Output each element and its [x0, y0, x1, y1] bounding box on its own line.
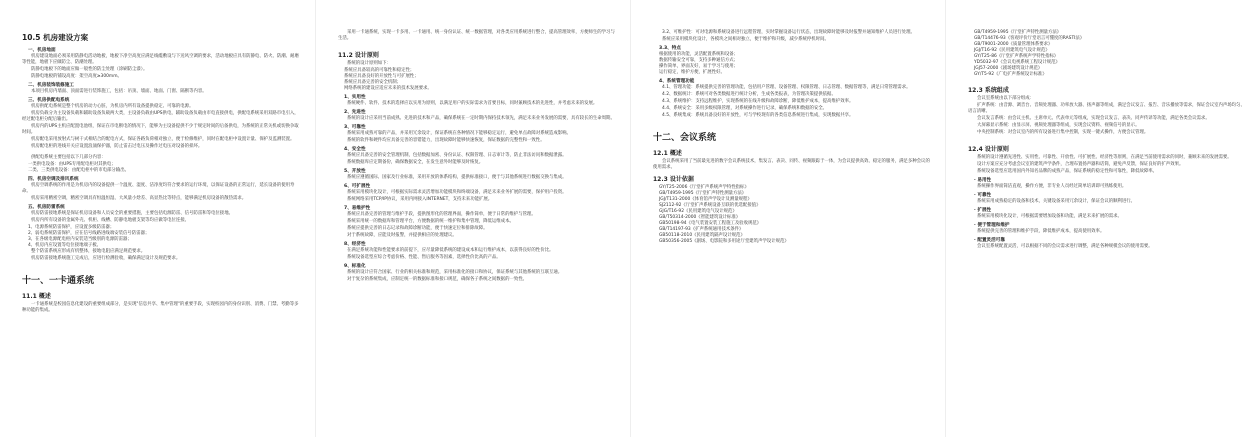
paragraph: 扩声系统：由音源、调音台、音频处理器、功率放大器、扬声器等组成，满足会议发言、报告、音乐播放等需求，保证会议室内声场均匀、语言清晰。 [968, 103, 1245, 114]
paragraph: 系统的软件和硬件均应具备完善的容错能力，出现故障时能够快速恢复，保证数据的完整性和一致性。 [347, 138, 545, 143]
paragraph: 系统硬件、软件、技术的选择应以实用为原则，以满足用户的实际需求为首要目标，同时兼顾技术的先进性，并考虑未来的发展。 [347, 101, 598, 106]
paragraph: 防静电地板下的地面应做一般性的防尘处理（涂刷防尘漆）。 [31, 67, 148, 72]
document-page-3 [630, 0, 945, 437]
spacer [968, 78, 1246, 82]
paragraph: 3.2、可维护性：可对电源和系统设备进行远程管理，实时掌握设备运行状态，出现故障时能够及时报警并通知维护人员进行处理。 [662, 30, 915, 35]
paragraph: 4.4、系统安全：采用多级权限管理，对系统操作进行记录，确保系统和数据的安全。 [662, 106, 828, 111]
paragraph: 防静电地板的铺设高度：架空高度≥300mm。 [31, 74, 122, 79]
item-heading: 4、系统管理功能 [659, 79, 695, 84]
paragraph: 机房空调系统的作用是为机房内的设备提供一个温度、湿度、洁净度均符合要求的运行环境，以保证设备的正常运行，延长设备的使用寿命。 [22, 183, 295, 194]
subsection-heading: 12.1 概述 [653, 150, 682, 157]
subsection-heading: 11.1 概述 [22, 293, 51, 300]
section-heading: 10.5 机房建设方案 [22, 33, 89, 42]
list-item: GB/T50314-2000《智能建筑设计标准》 [659, 215, 741, 220]
paragraph: 系统的设计遵循先进性、实用性、可靠性、开放性、可扩展性、经济性等原则，在满足当前使用需求的同时，兼顾未来的发展需要。 [977, 155, 1232, 160]
paragraph: 系统的设计原则如下： [347, 61, 391, 66]
paragraph: 系统采用成熟稳定的设备和技术，关键设备采用冗余设计，保证会议的顺利进行。 [977, 199, 1136, 204]
item-heading: 7、易维护性 [344, 206, 371, 211]
list-item: 网络系统的建设应适应未来的技术发展要求。 [344, 86, 432, 91]
document-page-2 [315, 0, 630, 437]
paragraph: 系统应具备完善的管理与维护手段，提供图形化的管理界面，操作简单，便于日常的维护与管理。 [347, 212, 536, 217]
paragraph: 系统设备选型应综合考虑价格、性能、售后服务等因素，选择性价比高的产品。 [347, 255, 501, 260]
item-heading: 二、机房装饰装修施工 [28, 83, 74, 88]
list-item: JGJ/T131-2000《体育馆声学设计及测量规程》 [659, 197, 752, 202]
list-item: GJG/T16-92《民用建筑电气设计规范》 [659, 209, 737, 214]
paragraph: 设计方案应充分考虑会议室的建筑声学条件，合理布置扬声器和话筒，避免声反馈，保证良好的扩声效果。 [977, 162, 1184, 167]
item-heading: · 便于管理和维护 [974, 223, 1010, 228]
chapter-heading: 十二、会议系统 [653, 133, 717, 143]
list-item: 1、电源系统防雷保护，应设置多级防雷器； [28, 225, 115, 230]
paragraph: 系统操作界面简洁直观，操作方便，非专业人员经过简单培训即可熟练使用。 [977, 184, 1127, 189]
subsection-heading: 11.2 设计原则 [338, 52, 379, 59]
list-item: GB/T14476-93《客观评价厅堂语言可懂度的RASTI法》 [974, 36, 1085, 41]
paragraph: 整个防雷系统应形成有机整体，接地电阻应满足规范要求。 [31, 249, 146, 254]
paragraph: 在满足系统功能和性能要求的前提下，应尽量降低系统的建设成本和运行维护成本，以获得良好的性价比。 [347, 248, 554, 253]
paragraph: 一卡通系统是校园信息化建设的重要组成部分，是实现"信息共享、集中管理"的重要手段，实现校园内的身份识别、消费、门禁、考勤等多种功能的集成。 [22, 302, 299, 313]
list-item: GY/T25-86《厅堂扩声系统声学特性指标》 [974, 54, 1059, 59]
list-item: 运行稳定，维护方便，扩展性好。 [659, 70, 725, 75]
paragraph: 机房防雷接地系统是保证机房设备和人员安全的重要措施，主要包括电源防雷、信号防雷和等电位接地。 [31, 211, 233, 216]
list-item: SJ2112-92《厅堂扩声系统设备互联的优选配接值》 [659, 203, 761, 208]
list-item: GB50198-94《电气装置安装工程施工及验收规范》 [659, 221, 762, 226]
paragraph: 4.2、数据统计：系统可对各类数据进行统计分析，生成各类报表，为管理决策提供依据。 [662, 92, 836, 97]
paragraph: 系统采用模块化设计，可根据实际需求灵活增加功能模块和终端设备，满足未来业务扩展的需要，保护用户投资。 [347, 190, 567, 195]
list-item: 系统应具备较高的可靠性和稳定性； [344, 68, 415, 73]
paragraph: 系统的设计应采用当前成熟、先进的技术和产品，确保系统在一定时期内保持技术领先，满足未来业务发展的需要，具有较长的生命周期。 [347, 116, 615, 121]
paragraph: 机房内所有设备的金属外壳、机柜、线槽、防静电地板支架等均应做等电位连接。 [31, 218, 190, 223]
paragraph: 对于系统故障，应能及时报警，并提供相应的处理建议。 [347, 233, 457, 238]
paragraph: 机房建设地面必须采用防静电活动地板，地板下净空高度应满足线缆敷设与下送风空调的要求，活动地板应具有防静电、防火、防潮、耐磨等性能，地板下应做防尘、防潮处理。 [22, 54, 299, 65]
item-heading: 五、机房防雷系统 [28, 205, 65, 210]
list-item: GB/T9001-2000《质量管理体系要求》 [974, 42, 1053, 47]
list-item: GB50356-2005《剧场、电影院和多用途厅堂建筑声学设计规范》 [659, 239, 789, 244]
paragraph: 系统的设计应符合国家、行业的相关标准和规范，采用标准化的接口和协议，保证系统与其他系统的互联互通。 [347, 270, 563, 275]
item-heading: 5、开放性 [344, 169, 366, 174]
paragraph: 系统应采用模块化设计，各模块之间相对独立，便于维护和升级，减少系统停机时间。 [662, 37, 829, 42]
item-heading: 3.3、特点 [659, 46, 681, 51]
spacer [653, 120, 931, 124]
list-item: 根据使用的功能，灵活配置系统和设备； [659, 52, 739, 57]
list-item: GB50118-2010《民用建筑隔声设计规范》 [659, 233, 745, 238]
paragraph: 系统提供完善的管理和维护手段，降低维护成本，提高使用效率。 [977, 229, 1105, 234]
paragraph: 系统网络采用TCP/IP协议，采用内网接入INTERNET，支持未来功能扩展。 [347, 197, 493, 202]
paragraph: 会议室系统由以下部分组成： [977, 96, 1035, 101]
list-item: GB/T4959-1995《厅堂扩声特性测量方法》 [974, 30, 1062, 35]
list-item: 3、在各级电源配电柜内安装适当级别的电源防雷器； [28, 237, 132, 242]
paragraph: 4.1、管理功能：系统提供完善的管理功能，包括用户管理、设备管理、权限管理、日志管理、数据管理等，满足日常管理需求。 [662, 85, 911, 90]
subsection-heading: 12.4 设计原则 [968, 146, 1009, 153]
item-heading: 3、可靠性 [344, 125, 366, 130]
item-heading: 四、机房空调及排风系统 [28, 177, 79, 182]
chapter-heading: 十一、一卡通系统 [22, 276, 95, 286]
paragraph: 会议发言系统：由会议主机、主席单元、代表单元等组成，实现会议发言、表决、同声传译等功能，满足各类会议需求。 [977, 116, 1210, 121]
item-heading: · 易用性 [974, 178, 992, 183]
paragraph: 系统应遵循国际、国家及行业标准，采用开放的体系结构，提供标准接口，便于与其他系统进行数据交换与集成。 [347, 175, 567, 180]
list-item: 4、机房内应设置等电位接地端子板。 [28, 243, 102, 248]
item-heading: · 扩展性 [974, 208, 992, 213]
item-heading: 2、先进性 [344, 110, 366, 115]
document-page-4 [945, 0, 1260, 437]
paragraph: 系统采用统一的数据库和管理平台，方便数据的统一维护和集中管理，降低运维成本。 [347, 219, 514, 224]
paragraph: 4.3、系统维护：支持远程维护，实现系统的在线升级和故障诊断，降低维护成本，提高维护效率。 [662, 99, 854, 104]
document-page-1 [0, 0, 315, 437]
list-item: 系统应具备完善的安全机制； [344, 80, 402, 85]
item-heading: 9、标准化 [344, 264, 366, 269]
list-item: GY/T25-2006《厅堂扩声系统声学特性指标》 [659, 185, 749, 190]
paragraph: 会议室系统配置灵活，可以根据不同的会议需求进行调整，满足各种规模会议的使用需要。 [977, 244, 1153, 249]
subsection-heading: 12.3 设计依据 [653, 176, 694, 183]
spacer [338, 43, 616, 47]
list-item: JGJ57-2000《剧场建筑设计规范》 [974, 66, 1043, 71]
list-item: YD5032-97《会议电视系统工程设计规范》 [974, 60, 1060, 65]
item-heading: 4、安全性 [344, 147, 366, 152]
item-heading: · 配置灵活可靠 [974, 238, 1005, 243]
list-item: GB/T14197-93《扩声系统通用技术条件》 [659, 227, 744, 232]
item-heading: · 可靠性 [974, 193, 992, 198]
paragraph: 机房负载分为主设备负载和辅助设备负载两大类，主设备负载由UPS供电，辅助设备负载由市电直接供电，供配电系统采用双路市电引入，经过配电柜分配后输出。 [22, 111, 299, 122]
paragraph: 机房配电柜的进线开关应设置浪涌保护器，防止雷击过电压及操作过电压对设备的损坏。 [31, 144, 203, 149]
item-heading: 6、可扩展性 [344, 184, 371, 189]
list-item: GY/T5-92《广电扩声系统设计标准》 [974, 72, 1047, 77]
paragraph: 本项目机房内墙面、顶面需进行装饰施工，包括：吊顶、墙面、地面、门窗、隔断等内容。 [31, 89, 207, 94]
paragraph: 系统设备选型应选用国内外知名品牌的成熟产品，保证系统的稳定性和可靠性，降低故障率。 [977, 169, 1158, 174]
list-item: 系统应具备良好的开放性与可扩展性； [344, 74, 419, 79]
paragraph: 机房供配电系统是整个机房的动力心脏，为机房内所有设备提供稳定、可靠的电源。 [31, 104, 194, 109]
item-heading: 一、机房地面 [28, 48, 56, 53]
paragraph: 供配电系统主要包括以下几部分内容： [31, 155, 106, 160]
paragraph: 系统数据库应定期备份，确保数据安全，在发生意外时能够及时恢复。 [347, 160, 484, 165]
spacer [22, 263, 301, 267]
list-item: GB/T4959-1995《厅堂扩声特性测量方法》 [659, 191, 747, 196]
paragraph: 机房采用精密空调，精密空调具有恒温恒湿、大风量小焓差、高显热比等特点，能够满足机房设备的散热需求。 [31, 196, 247, 201]
list-item: 一类供电设备：由UPS专用配电柜对其供电； [28, 162, 116, 167]
item-heading: 1、实用性 [344, 95, 366, 100]
list-item: 操作简单，界面友好，易于学习与使用； [659, 64, 739, 69]
paragraph: 系统采用成熟可靠的产品，并采用冗余设计，保证系统在各种情况下能够稳定运行，避免单点故障对系统造成影响。 [347, 131, 571, 136]
item-heading: 三、机房供配电系统 [28, 98, 70, 103]
list-item: 二类、三类供电设备：由配电柜中的市电部分输出。 [28, 168, 129, 173]
paragraph: 机房内的UPS主机应配置电池组，保证在市电断电的情况下，能够为主设备提供不少于规定时间的后备供电，为系统的正常关机或切换争取时间。 [22, 124, 299, 135]
list-item: 数据传输安全可靠，支持多种通信方式； [659, 58, 739, 63]
item-heading: 8、经济性 [344, 242, 366, 247]
list-item: 2、弱电系统防雷保护，应在信号线路进线端安装信号防雷器； [28, 231, 150, 236]
spacer [968, 137, 1246, 141]
paragraph: 系统应提供完善的日志记录和故障诊断功能，便于快速定位和排除故障。 [347, 226, 488, 231]
paragraph: 机房配电采用放射式与树干式相结合的配电方式，保证各路负荷相对独立，便于检修维护，同时在配电柜中设置计量、保护及监测装置。 [31, 137, 295, 142]
paragraph: 会议系统采用了当前最先进的数字会议系统技术，集发言、表决、同传、视频跟踪于一体，为会议提供高效、稳定的服务，满足多种会议的使用需求。 [653, 159, 930, 170]
paragraph: 大屏幕显示系统：由显示屏、视频处理器等组成，实现会议资料、视频信号的显示。 [977, 123, 1140, 128]
paragraph: 对于复杂的系统集成，应制定统一的数据标准和接口规范，确保各子系统之间数据的一致性。 [347, 277, 528, 282]
paragraph: 机房防雷接地系统施工完成后，应进行检测验收，确保满足设计及规范要求。 [31, 256, 181, 261]
paragraph: 采用一卡通系统，实现一卡多用、一卡通用、统一身份认证、统一数据管理，对各类应用系统进行整合，提高管理效率，方便师生的学习与生活。 [338, 30, 615, 41]
subsection-heading: 12.3 系统组成 [968, 87, 1009, 94]
list-item: JGJ/T16-92《民用建筑电气设计规范》 [974, 48, 1050, 53]
paragraph: 中央控制系统：对会议室内的所有设备进行集中控制，实现一键式操作，方便会议管理。 [977, 130, 1149, 135]
paragraph: 系统应具备完善的安全管理机制，包括数据加密、身份认证、权限管理、日志审计等，防止非法访问和数据泄露。 [347, 153, 567, 158]
paragraph: 系统采用模块化设计，可根据需要增加设备和功能，满足未来扩展的需求。 [977, 214, 1122, 219]
paragraph: 4.5、系统集成：系统具备良好的开放性，可与学校现有的各类信息系统进行集成，实现数据共享。 [662, 113, 854, 118]
